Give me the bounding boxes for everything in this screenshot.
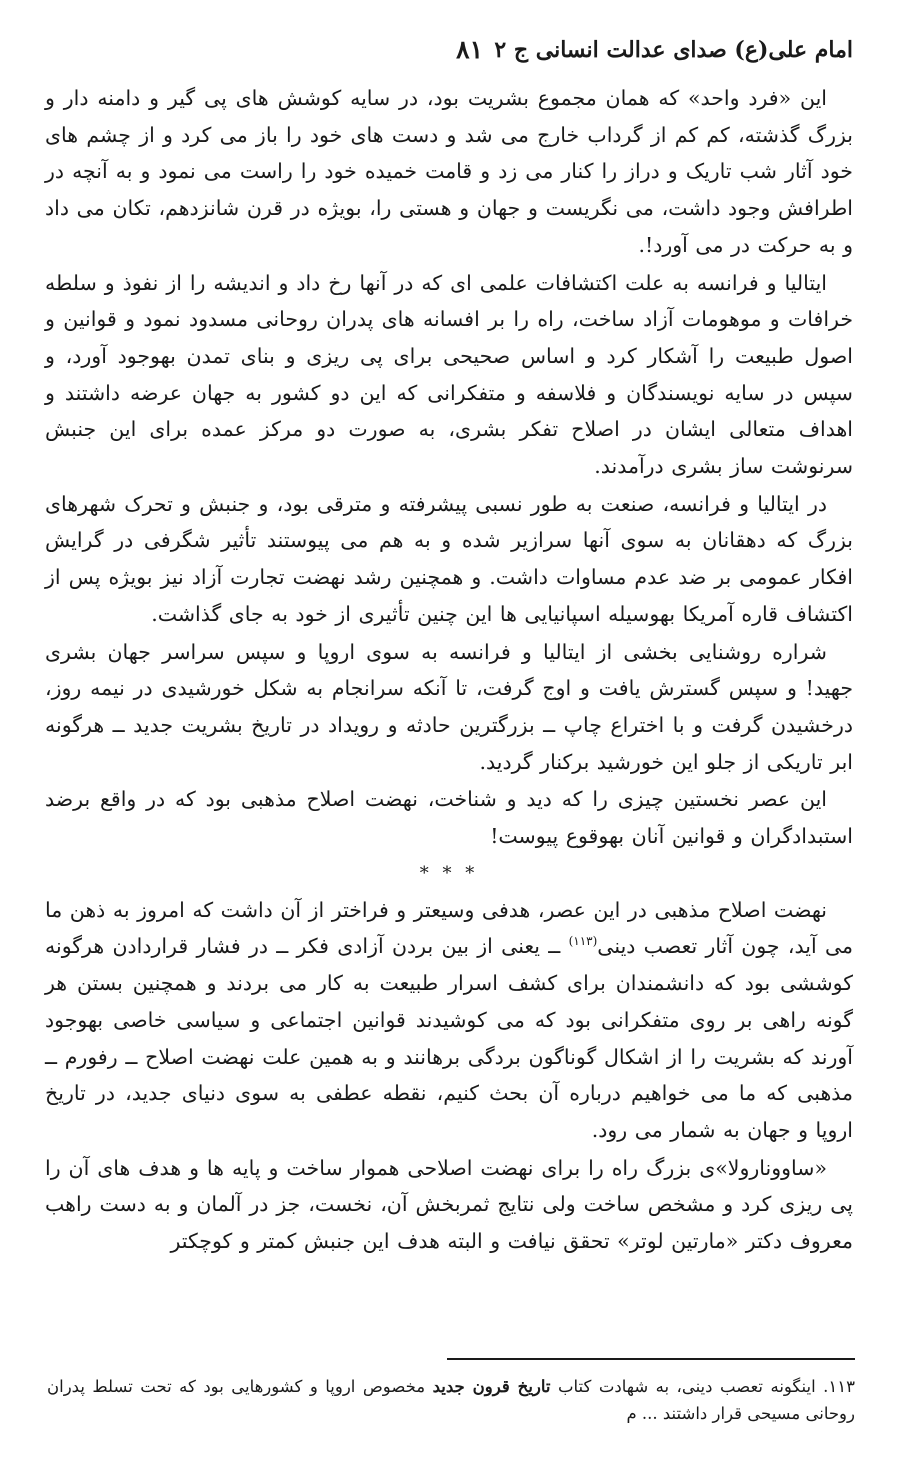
paragraph-text: نهضت اصلاح مذهبی در این عصر، هدفی وسیعتر و فراختر از آن داشت که امروز به ذهن ما می آید، چون آثار تعصب دینی <box>45 897 854 959</box>
footnote-book-name: تاریخ قرون جدید <box>432 1377 551 1396</box>
paragraph-text: ــ یعنی از بین بردن آزادی فکر ــ در فشار قراردادن هرگونه کوششی بود که دانشمندان برای کشف اسرار طبیعت به کار می بردند و همچنین بستن هر گونه راهی بر روی متفکرانی بود که می کوشیدند قوانین اجتماعی و سیاسی خاصی بهوجود آورند که بشریت را از اشکال گوناگون بردگی برهانند و به همین علت نهضت اصلاح ــ رفورم ــ مذهبی که ما می خواهیم درباره آن بحث کنیم، نقطه عطفی به سوی دنیای جدید، در تاریخ اروپا و جهان به شمار می رود. <box>45 934 853 1142</box>
paragraph: شراره روشنایی بخشی از ایتالیا و فرانسه به سوی اروپا و سپس سراسر جهان بشری جهید! و سپس گسترش یافت و اوج گرفت، تا آنکه سرانجام به شکل خورشیدی در نیمه روز، درخشیدن گرفت و با اختراع چاپ ــ بزرگترین حادثه و رویداد در تاریخ بشریت جدید ــ هرگونه ابر تاریکی از جلو این خورشید برکنار گردید. <box>45 639 853 774</box>
paragraph <box>45 892 853 1149</box>
paragraph: ایتالیا و فرانسه به علت اکتشافات علمی ای که در آنها رخ داد و اندیشه را از نفوذ و سلطه خرافات و موهومات آزاد ساخت، راه را بر افسانه های پدران روحانی مسدود نمود و قوانین و اصول طبیعت را آشکار کرد و اساس صحیحی برای پی ریزی و بنای تمدن بهوجود آورد، و سپس در سایه نویسندگان و فلاسفه و متفکرانی که این دو کشور به جهان عرضه داشتند و اهداف متعالی ایشان در اصلاح تفکر بشری، به صورت دو مرکز عمده برای این جنبش سرنوشت ساز بشری درآمدند. <box>45 270 853 479</box>
footnote <box>47 1373 855 1427</box>
book-page <box>45 28 853 1261</box>
footnote-text: اینگونه تعصب دینی، به شهادت کتاب <box>550 1377 824 1396</box>
footnote-separator <box>447 1358 855 1360</box>
body-text <box>45 80 853 1260</box>
footnote-text: مخصوص اروپا و کشورهایی بود که تحت تسلط پدران روحانی مسیحی قرار داشتند ... م <box>47 1377 855 1423</box>
footnote-reference[interactable]: (۱۱۳) <box>568 934 598 949</box>
running-header <box>45 28 853 72</box>
footnote-number: ۱۱۳. <box>823 1377 855 1396</box>
page-number: ۸۱ <box>456 35 483 64</box>
book-title: امام علی(ع) صدای عدالت انسانی ج ۲ <box>494 37 853 63</box>
paragraph: «ساوونارولا»ی بزرگ راه را برای نهضت اصلاحی هموار ساخت و پایه ها و هدف های آن را پی ریزی کرد و مشخص ساخت ولی نتایج ثمربخش آن، نخست، جز در آلمان و به دست راهب معروف دکتر «مارتین لوتر» تحقق نیافت و البته هدف این جنبش کمتر و کوچکتر <box>45 1155 853 1254</box>
section-divider: * * * <box>419 862 479 884</box>
paragraph: این عصر نخستین چیزی را که دید و شناخت، نهضت اصلاح مذهبی بود که در واقع برضد استبدادگران و قوانین آنان بهوقوع پیوست! <box>45 787 853 849</box>
paragraph: در ایتالیا و فرانسه، صنعت به طور نسبی پیشرفته و مترقی بود، و جنبش و تحرک شهرهای بزرگ که دهقانان به سوی آنها سرازیر شده و به هم می پیوستند تأثیر شگرفی در گرایش افکار عمومی بر ضد عدم مساوات داشت. و همچنین رشد نهضت تجارت آزاد نیز بویژه پس از اکتشاف قاره آمریکا بهوسیله اسپانیایی ها این چنین تأثیری از خود به جای گذاشت. <box>45 491 853 626</box>
paragraph: این «فرد واحد» که همان مجموع بشریت بود، در سایه کوشش های پی گیر و دامنه دار و بزرگ گذشته، کم کم از گرداب خارج می شد و دست های خود را باز می کرد و از چشم های خود آثار شب تاریک و دراز را کنار می زد و قامت خمیده خود را راست می نمود و به آنچه در اطرافش وجود داشت، می نگریست و جهان و هستی را، بویژه در قرن شانزدهم، تکان می داد و به حرکت در می آورد!. <box>45 86 853 257</box>
